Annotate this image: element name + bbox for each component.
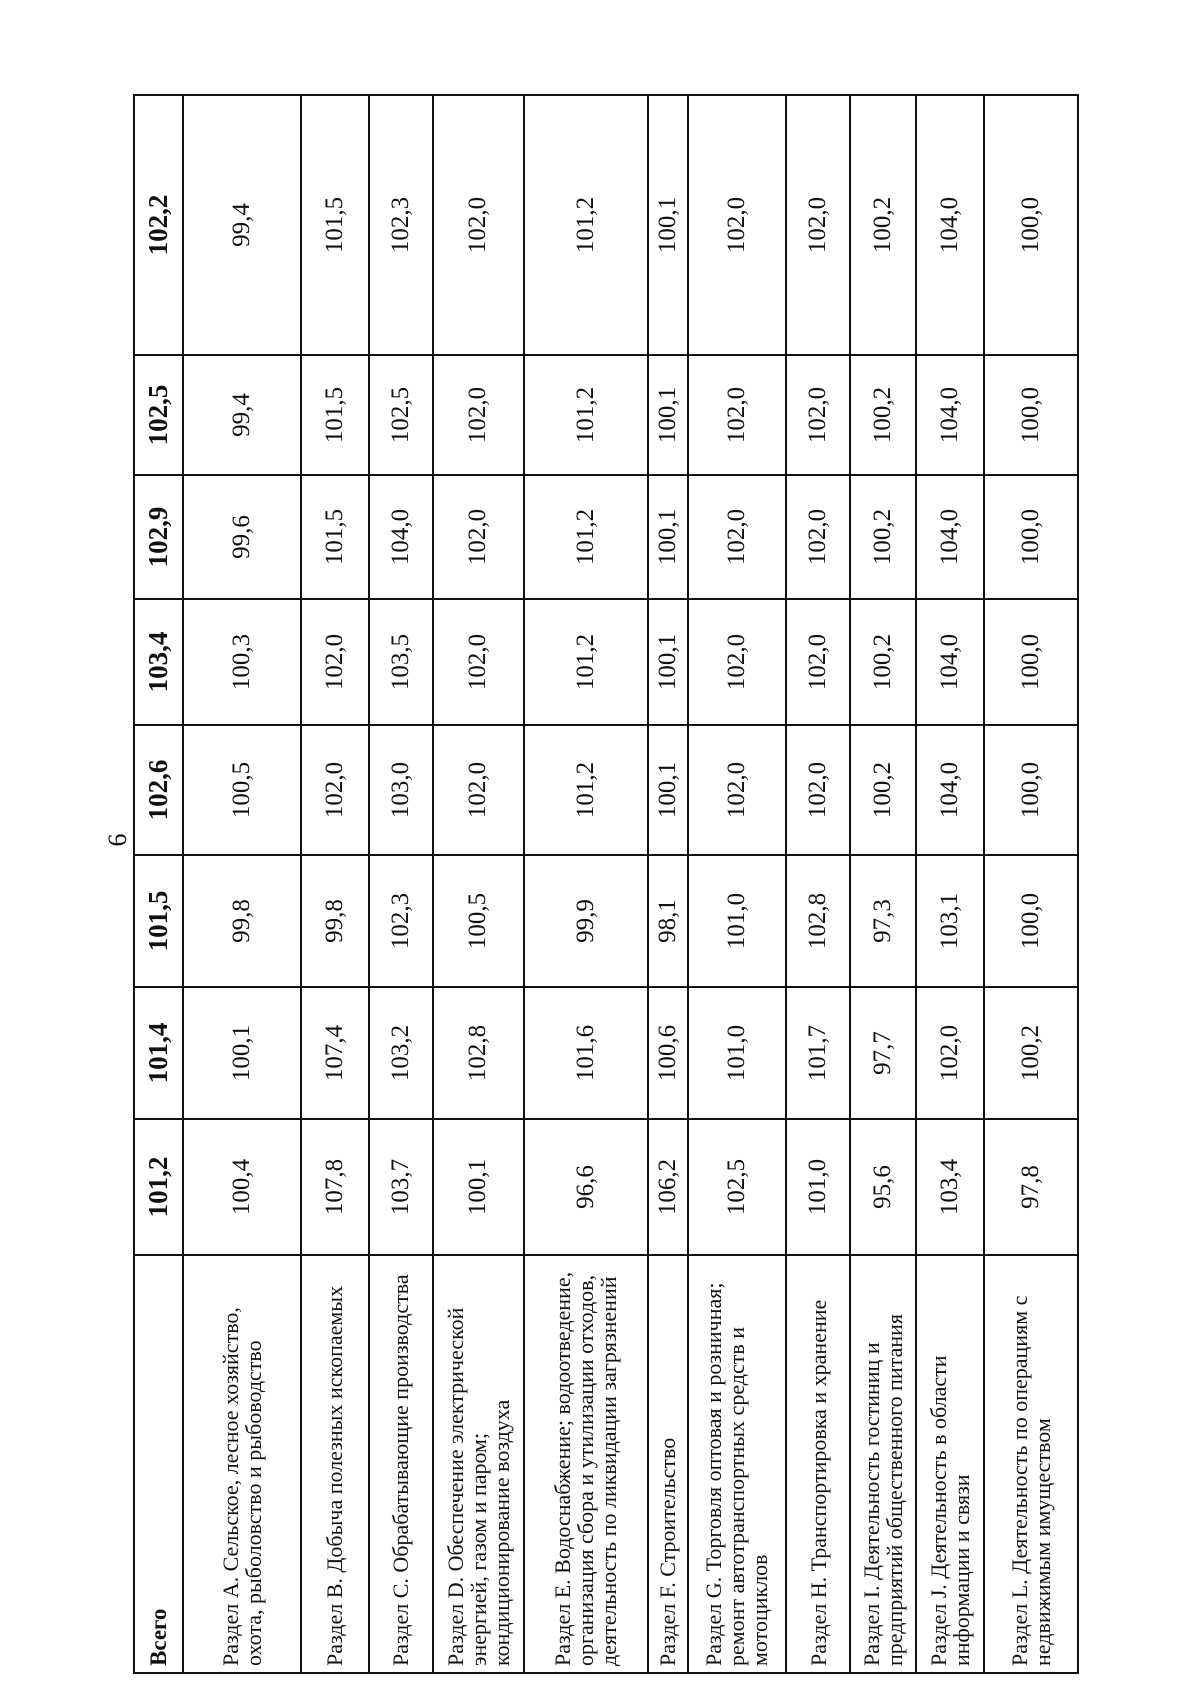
table-cell: 102,0 — [433, 95, 525, 355]
table-cell: 99,9 — [524, 855, 647, 987]
table-cell: 102,0 — [688, 355, 787, 475]
table-cell: 100,1 — [648, 475, 688, 599]
table-cell: 107,8 — [301, 1119, 369, 1255]
table-cell: 98,1 — [648, 855, 688, 987]
table-cell: 107,4 — [301, 987, 369, 1119]
row-label: Раздел H. Транспортировка и хранение — [786, 1255, 849, 1673]
table-cell: 100,0 — [984, 95, 1078, 355]
table-cell: 97,7 — [850, 987, 916, 1119]
table-cell: 102,3 — [369, 855, 432, 987]
table-cell: 101,2 — [134, 1119, 183, 1255]
table-cell: 100,0 — [984, 355, 1078, 475]
table-cell: 101,6 — [524, 987, 647, 1119]
table-cell: 102,9 — [134, 475, 183, 599]
table-cell: 101,2 — [524, 95, 647, 355]
table-cell: 100,2 — [850, 599, 916, 725]
table-cell: 101,0 — [786, 1119, 849, 1255]
table-cell: 102,0 — [786, 355, 849, 475]
table-cell: 102,0 — [916, 987, 984, 1119]
table-cell: 102,6 — [134, 725, 183, 855]
table-cell: 100,0 — [984, 725, 1078, 855]
table-cell: 97,8 — [984, 1119, 1078, 1255]
table-cell: 100,2 — [850, 95, 916, 355]
row-label: Всего — [134, 1255, 183, 1673]
table-cell: 100,4 — [183, 1119, 301, 1255]
table-cell: 100,5 — [433, 855, 525, 987]
table-container — [133, 96, 1079, 1674]
table-cell: 104,0 — [916, 599, 984, 725]
table-cell: 101,2 — [524, 725, 647, 855]
table-row — [786, 95, 849, 1673]
table-cell: 102,5 — [134, 355, 183, 475]
table-body — [134, 95, 1078, 1673]
table-cell: 102,0 — [433, 355, 525, 475]
table-cell: 100,2 — [850, 475, 916, 599]
table-cell: 100,6 — [648, 987, 688, 1119]
table-cell: 101,4 — [134, 987, 183, 1119]
table-cell: 102,5 — [688, 1119, 787, 1255]
table-row — [183, 95, 301, 1673]
table-cell: 99,4 — [183, 95, 301, 355]
table-row-total — [134, 95, 183, 1673]
table-cell: 102,8 — [786, 855, 849, 987]
table-cell: 102,0 — [786, 725, 849, 855]
table-cell: 102,0 — [688, 725, 787, 855]
indices-table — [133, 94, 1079, 1674]
table-cell: 102,0 — [786, 95, 849, 355]
table-cell: 103,7 — [369, 1119, 432, 1255]
table-cell: 100,2 — [850, 725, 916, 855]
row-label: Раздел D. Обеспечение электрической энергией, газом и паром; кондиционирование воздуха — [433, 1255, 525, 1673]
table-cell: 104,0 — [916, 475, 984, 599]
table-cell: 100,0 — [984, 855, 1078, 987]
table-row — [524, 95, 647, 1673]
table-cell: 101,5 — [301, 475, 369, 599]
table-cell: 102,0 — [786, 599, 849, 725]
table-cell: 104,0 — [916, 95, 984, 355]
table-cell: 101,5 — [301, 95, 369, 355]
table-cell: 100,2 — [984, 987, 1078, 1119]
row-label: Раздел J. Деятельность в области информации и связи — [916, 1255, 984, 1673]
table-cell: 100,1 — [433, 1119, 525, 1255]
table-cell: 102,0 — [433, 475, 525, 599]
table-cell: 99,6 — [183, 475, 301, 599]
table-row — [916, 95, 984, 1673]
table-cell: 102,2 — [134, 95, 183, 355]
table-row — [850, 95, 916, 1673]
table-cell: 100,0 — [984, 475, 1078, 599]
row-label: Раздел L. Деятельность по операциям с недвижимым имуществом — [984, 1255, 1078, 1673]
table-cell: 102,0 — [688, 475, 787, 599]
table-cell: 102,0 — [433, 725, 525, 855]
table-cell: 102,0 — [688, 95, 787, 355]
table-cell: 101,0 — [688, 987, 787, 1119]
table-row — [648, 95, 688, 1673]
table-cell: 99,8 — [301, 855, 369, 987]
table-row — [369, 95, 432, 1673]
table-cell: 103,4 — [916, 1119, 984, 1255]
row-label: Раздел E. Водоснабжение; водоотведение, организация сбора и утилизации отходов, деятельность по ликвидации загрязнений — [524, 1255, 647, 1673]
table-cell: 96,6 — [524, 1119, 647, 1255]
table-cell: 103,4 — [134, 599, 183, 725]
table-row — [301, 95, 369, 1673]
row-label: Раздел F. Строительство — [648, 1255, 688, 1673]
table-cell: 103,1 — [916, 855, 984, 987]
table-cell: 102,0 — [688, 599, 787, 725]
table-cell: 104,0 — [916, 725, 984, 855]
row-label: Раздел C. Обрабатывающие производства — [369, 1255, 432, 1673]
table-cell: 104,0 — [916, 355, 984, 475]
table-cell: 102,8 — [433, 987, 525, 1119]
table-cell: 103,5 — [369, 599, 432, 725]
table-cell: 106,2 — [648, 1119, 688, 1255]
row-label: Раздел A. Сельское, лесное хозяйство, охота, рыболовство и рыбоводство — [183, 1255, 301, 1673]
table-cell: 102,0 — [786, 475, 849, 599]
table-cell: 95,6 — [850, 1119, 916, 1255]
page-number: 6 — [103, 833, 132, 847]
table-cell: 101,0 — [688, 855, 787, 987]
row-label: Раздел G. Торговля оптовая и розничная; ремонт автотранспортных средств и мотоциклов — [688, 1255, 787, 1673]
table-cell: 102,0 — [433, 599, 525, 725]
table-cell: 100,2 — [850, 355, 916, 475]
table-cell: 102,3 — [369, 95, 432, 355]
table-cell: 100,1 — [648, 355, 688, 475]
row-label: Раздел I. Деятельность гостиниц и предприятий общественного питания — [850, 1255, 916, 1673]
table-cell: 100,5 — [183, 725, 301, 855]
table-cell: 104,0 — [369, 475, 432, 599]
table-cell: 97,3 — [850, 855, 916, 987]
table-cell: 100,0 — [984, 599, 1078, 725]
table-cell: 103,0 — [369, 725, 432, 855]
table-cell: 100,3 — [183, 599, 301, 725]
table-cell: 102,0 — [301, 599, 369, 725]
table-row — [984, 95, 1078, 1673]
table-cell: 101,7 — [786, 987, 849, 1119]
table-cell: 100,1 — [183, 987, 301, 1119]
table-cell: 103,2 — [369, 987, 432, 1119]
table-row — [688, 95, 787, 1673]
table-cell: 102,5 — [369, 355, 432, 475]
row-label: Раздел B. Добыча полезных ископаемых — [301, 1255, 369, 1673]
table-cell: 101,2 — [524, 599, 647, 725]
table-cell: 100,1 — [648, 599, 688, 725]
table-cell: 101,2 — [524, 475, 647, 599]
table-row — [433, 95, 525, 1673]
table-cell: 100,1 — [648, 725, 688, 855]
table-cell: 101,5 — [134, 855, 183, 987]
table-cell: 101,2 — [524, 355, 647, 475]
table-cell: 101,5 — [301, 355, 369, 475]
table-cell: 99,4 — [183, 355, 301, 475]
table-cell: 102,0 — [301, 725, 369, 855]
table-cell: 99,8 — [183, 855, 301, 987]
table-cell: 100,1 — [648, 95, 688, 355]
